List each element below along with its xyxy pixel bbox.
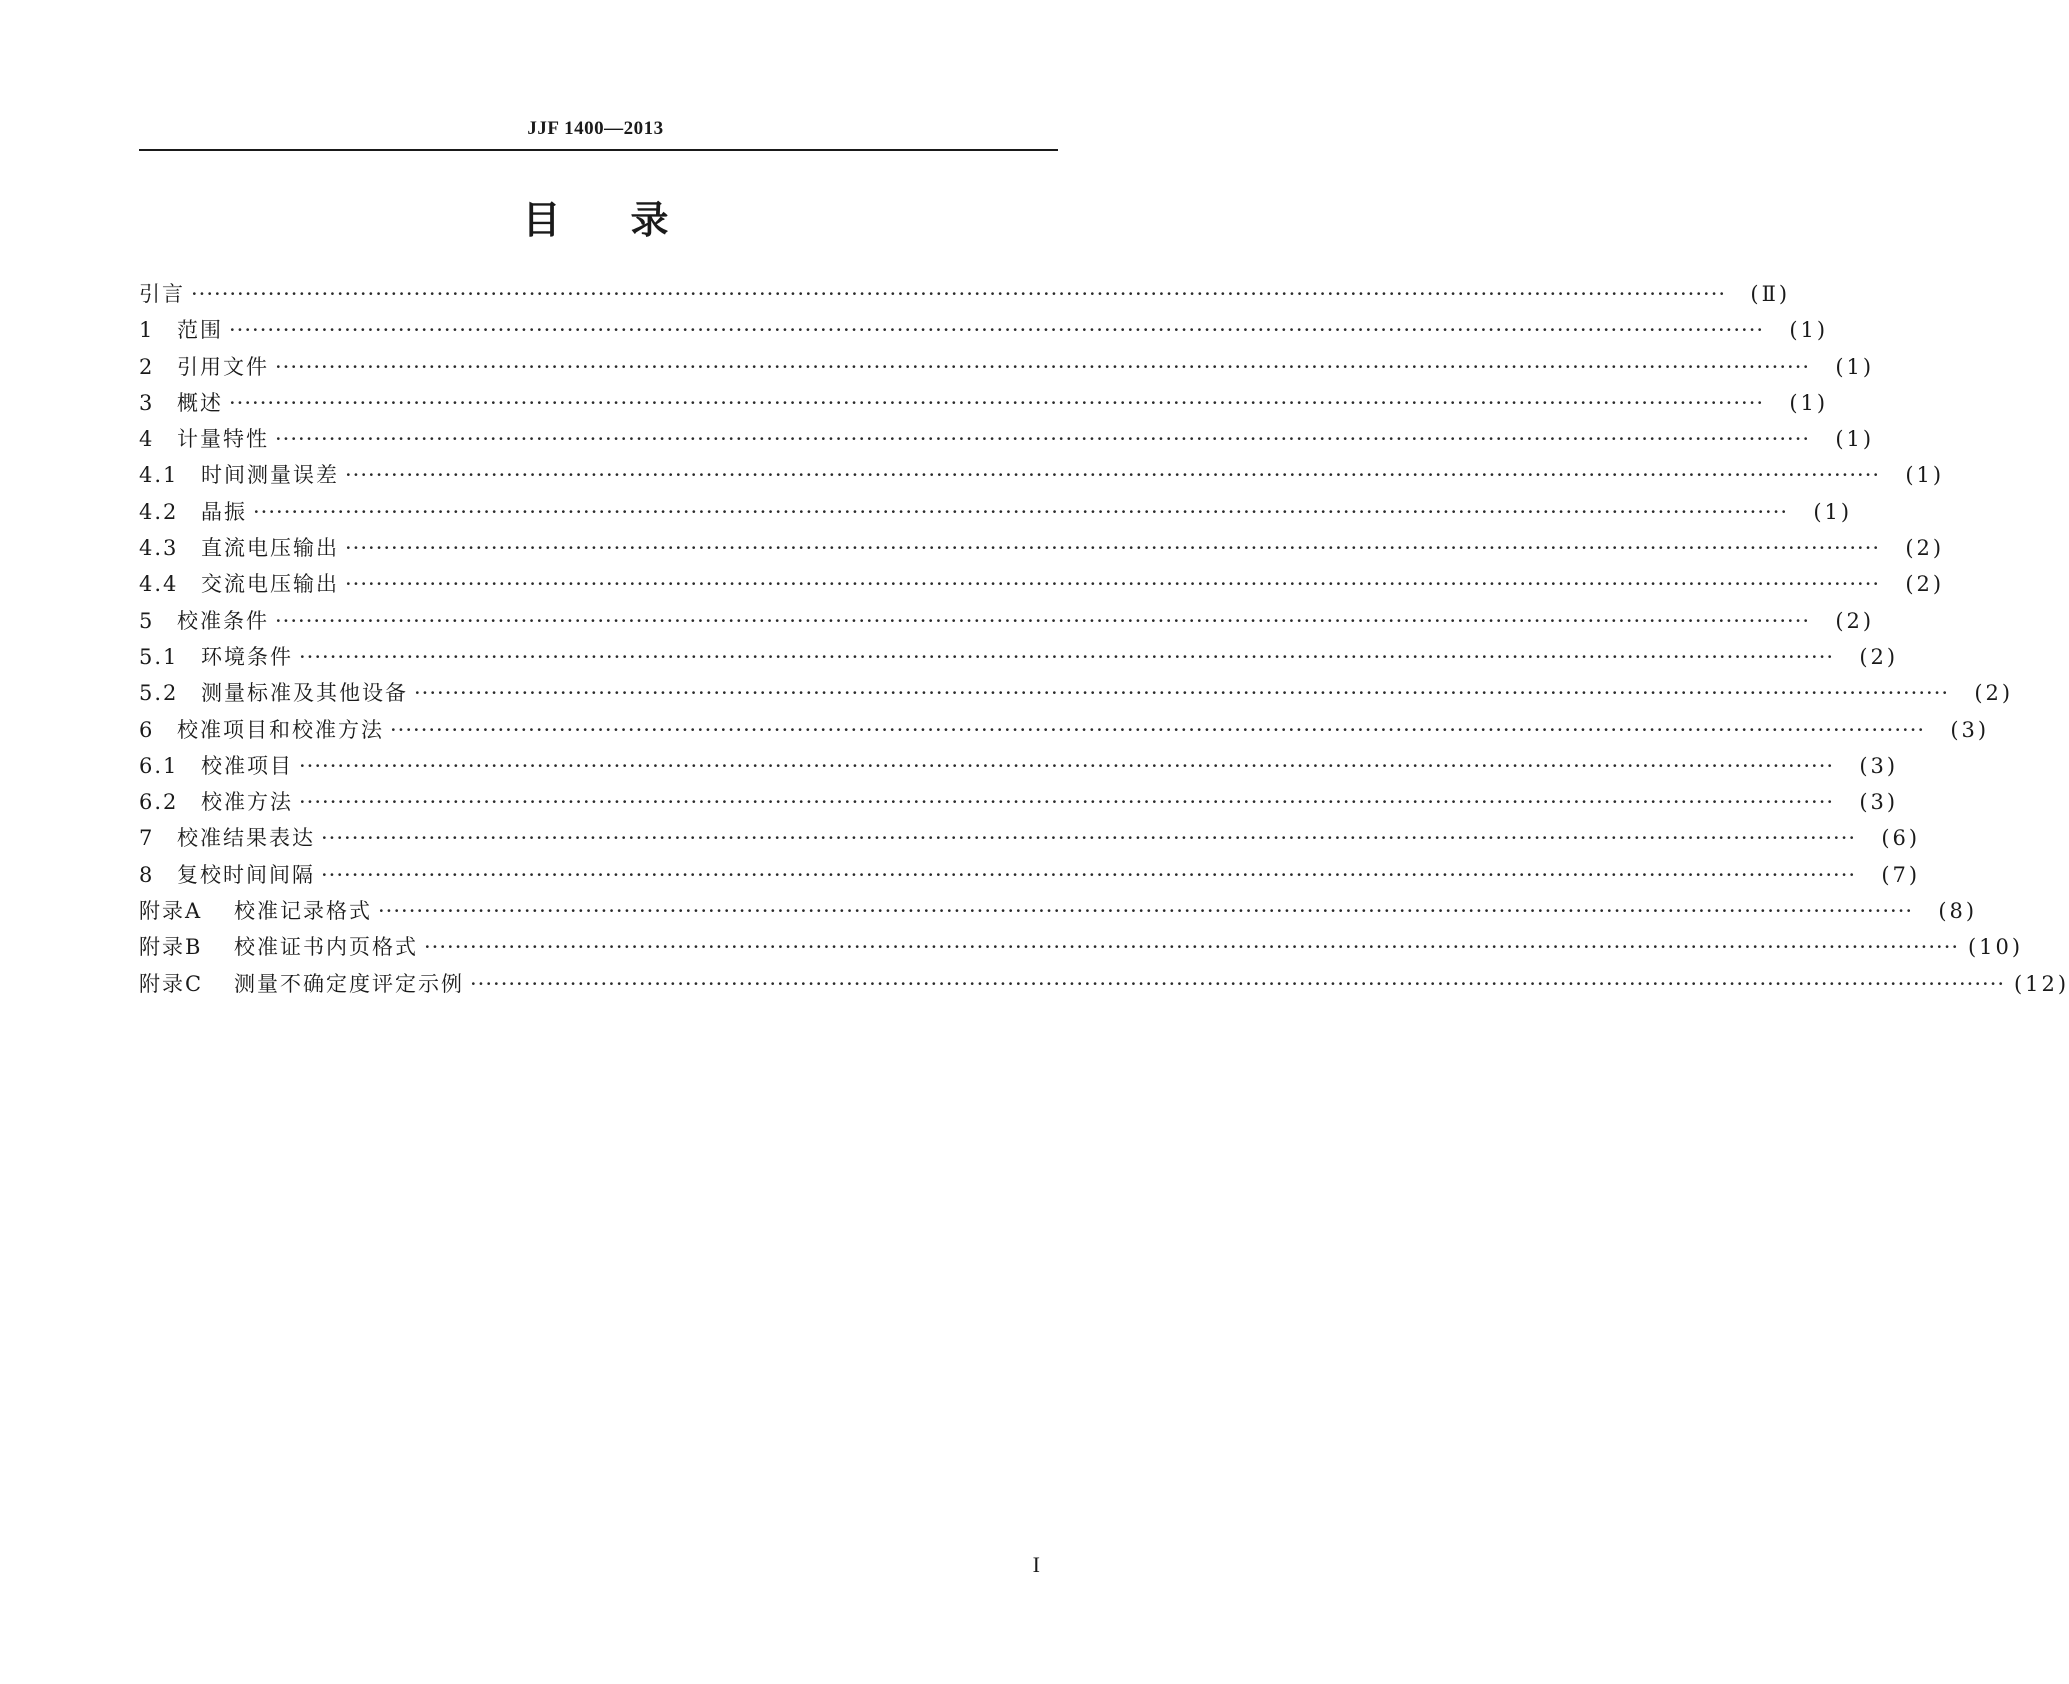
toc-entry-number: 3: [139, 390, 155, 415]
toc-entry[interactable]: [139, 457, 1945, 493]
toc-entry[interactable]: [139, 748, 1899, 784]
toc-dot-leader: ········································································································································································································: [345, 572, 1881, 597]
toc-entry-page: (1): [1905, 463, 1945, 488]
toc-entry-label: 校准记录格式: [234, 899, 372, 924]
toc-entry[interactable]: [139, 712, 1990, 748]
toc-entry-page: (1): [1835, 354, 1875, 379]
toc-dot-leader: ········································································································································································································: [253, 499, 1789, 524]
toc-entry-number: 6.2: [139, 790, 179, 815]
toc-entry-number: 2: [139, 354, 155, 379]
toc-entry-page: (3): [1950, 717, 1990, 742]
toc-entry-number: 4.2: [139, 499, 179, 524]
toc-dot-leader: ········································································································································································································: [414, 681, 1950, 706]
toc-entry-label: 概述: [177, 390, 223, 415]
toc-entry-page: (8): [1938, 899, 1978, 924]
toc-entry-label: 复校时间间隔: [177, 862, 315, 887]
toc-entry-page: (3): [1859, 753, 1899, 778]
toc-entry-number: 5.1: [139, 644, 179, 669]
toc-entry-page: (6): [1881, 826, 1921, 851]
toc-dot-leader: ········································································································································································································: [191, 282, 1727, 306]
toc-entry[interactable]: [139, 893, 1978, 929]
toc-entry-page: (1): [1813, 499, 1853, 524]
toc-entry[interactable]: [139, 276, 1791, 312]
toc-dot-leader: ········································································································································································································: [229, 390, 1765, 415]
toc-entry-number: 6: [139, 717, 155, 742]
toc-dot-leader: ········································································································································································································: [378, 899, 1914, 924]
toc-entry-page: (Ⅱ): [1750, 282, 1791, 306]
document-code: JJF 1400—2013: [527, 118, 664, 139]
toc-entry-page: (2): [1859, 644, 1899, 669]
toc-entry[interactable]: [139, 566, 1945, 602]
toc-entry-page: (2): [1835, 608, 1875, 633]
toc-entry-number: 4.1: [139, 463, 179, 488]
toc-dot-leader: ········································································································································································································: [275, 354, 1811, 379]
toc-entry[interactable]: [139, 820, 1921, 856]
toc-entry-label: 校准方法: [201, 790, 293, 815]
toc-entry-number: 4.3: [139, 536, 179, 561]
toc-entry[interactable]: [139, 603, 1875, 639]
toc-entry[interactable]: [139, 421, 1875, 457]
toc-entry-page: (1): [1835, 427, 1875, 452]
toc-entry-page: (7): [1881, 862, 1921, 887]
toc-entry-label: 计量特性: [177, 427, 269, 452]
toc-dot-leader: ········································································································································································································: [229, 318, 1765, 343]
toc-entry-label: 校准项目: [201, 753, 293, 778]
toc-entry[interactable]: [139, 639, 1899, 675]
toc-entry-label: 校准证书内页格式: [234, 935, 418, 960]
toc-entry[interactable]: [139, 385, 1829, 421]
table-of-contents: [139, 276, 2069, 1002]
toc-dot-leader: ········································································································································································································: [470, 971, 2006, 996]
toc-entry-number: 5: [139, 608, 155, 633]
page-number: I: [1032, 1552, 1040, 1577]
toc-dot-leader: ········································································································································································································: [321, 862, 1857, 887]
toc-entry-page: (2): [1974, 681, 2014, 706]
toc-entry-number: 6.1: [139, 753, 179, 778]
toc-entry-label: 引言: [139, 282, 185, 306]
toc-entry-number: 附录B: [139, 935, 203, 960]
page-title: [0, 196, 1191, 244]
toc-entry-label: 校准结果表达: [177, 826, 315, 851]
page-title-char-2: 录: [630, 198, 669, 242]
toc-dot-leader: ········································································································································································································: [424, 935, 1960, 960]
toc-entry[interactable]: [139, 966, 2069, 1002]
toc-dot-leader: ········································································································································································································: [299, 753, 1835, 778]
toc-entry[interactable]: [139, 312, 1829, 348]
toc-dot-leader: ········································································································································································································: [275, 427, 1811, 452]
toc-entry-label: 校准条件: [177, 608, 269, 633]
toc-entry[interactable]: [139, 530, 1945, 566]
toc-dot-leader: ········································································································································································································: [321, 826, 1857, 851]
toc-entry-label: 环境条件: [201, 644, 293, 669]
toc-entry[interactable]: [139, 349, 1875, 385]
toc-entry-number: 8: [139, 862, 155, 887]
toc-entry-page: (2): [1905, 536, 1945, 561]
toc-entry-page: (1): [1789, 318, 1829, 343]
toc-dot-leader: ········································································································································································································: [275, 608, 1811, 633]
toc-entry-number: 附录A: [139, 899, 203, 924]
toc-entry-label: 校准项目和校准方法: [177, 717, 384, 742]
toc-entry-number: 附录C: [139, 971, 204, 996]
toc-entry-label: 测量标准及其他设备: [201, 681, 408, 706]
toc-dot-leader: ········································································································································································································: [345, 463, 1881, 488]
toc-entry-label: 直流电压输出: [201, 536, 339, 561]
toc-entry[interactable]: [139, 857, 1921, 893]
toc-entry-number: 5.2: [139, 681, 179, 706]
toc-entry-number: 4: [139, 427, 155, 452]
toc-entry-label: 时间测量误差: [201, 463, 339, 488]
toc-dot-leader: ········································································································································································································: [390, 717, 1926, 742]
toc-entry-page: (1): [1789, 390, 1829, 415]
page-title-char-1: 目: [522, 198, 561, 242]
toc-entry-number: 7: [139, 826, 155, 851]
toc-entry-page: (3): [1859, 790, 1899, 815]
toc-entry[interactable]: [139, 784, 1899, 820]
toc-entry-page: (10): [1967, 935, 2024, 960]
toc-entry-label: 引用文件: [177, 354, 269, 379]
toc-dot-leader: ········································································································································································································: [299, 790, 1835, 815]
toc-entry-label: 交流电压输出: [201, 572, 339, 597]
toc-entry-label: 测量不确定度评定示例: [234, 971, 464, 996]
toc-entry[interactable]: [139, 494, 1853, 530]
toc-dot-leader: ········································································································································································································: [299, 644, 1835, 669]
toc-entry-page: (12): [2013, 971, 2069, 996]
header-divider: [139, 149, 1058, 151]
toc-entry-number: 1: [139, 318, 155, 343]
toc-entry-page: (2): [1905, 572, 1945, 597]
toc-entry[interactable]: [139, 675, 2014, 711]
toc-entry[interactable]: [139, 929, 2024, 965]
toc-entry-label: 范围: [177, 318, 223, 343]
toc-dot-leader: ········································································································································································································: [345, 536, 1881, 561]
toc-entry-label: 晶振: [201, 499, 247, 524]
toc-entry-number: 4.4: [139, 572, 179, 597]
